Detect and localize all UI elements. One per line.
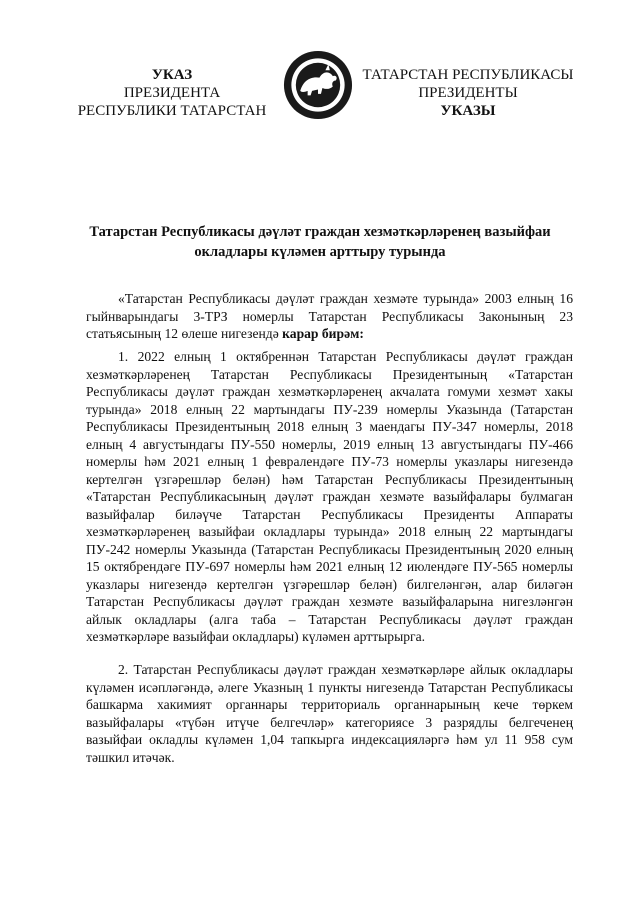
preamble-bold: карар бирәм: <box>282 326 364 341</box>
header-left <box>54 66 290 120</box>
header-left-line-3: РЕСПУБЛИКИ ТАТАРСТАН <box>77 103 267 119</box>
header-left-line-1: УКАЗ <box>151 67 193 83</box>
header-right-line-3: УКАЗЫ <box>440 103 496 119</box>
paragraph-2: 2. Татарстан Республикасы дәүләт граждан хезмәткәрләре айлык окладлары күләмен исәпләгәндә, әлеге Указның 1 пункты нигезендә Татарстан Республикасы башкарма хакимият органнары территориаль органнарының кече төркем вазыйфалары «түбән итүче белгечләр» категориясе 3 разрядлы белгеченең вазыйфаи окладлы күләмен 1,04 тапкырга индексацияләргә һәм ул 11 958 сум тәшкил итәчәк. <box>86 662 573 765</box>
header-right-line-1: ТАТАРСТАН РЕСПУБЛИКАСЫ <box>362 67 574 83</box>
preamble <box>86 290 573 343</box>
header-left-line-2: ПРЕЗИДЕНТА <box>123 85 221 101</box>
coat-of-arms-emblem <box>281 48 355 122</box>
paragraph-1: 1. 2022 елның 1 октябреннән Татарстан Республикасы дәүләт граждан хезмәткәрләренең Татарстан Республикасы Президентының «Татарстан Республикасы дәүләт граждан хезмәткәрләренең акчалата гомуми хезмәт хакы турында» 2018 елның 22 мартындагы ПУ-239 номерлы Указында (Татарстан Республикасы Президентының 2018 елның 3 маендагы ПУ-347 номерлы, 2018 елның 4 августындагы ПУ-550 номерлы, 2019 елның 13 августындагы ПУ-466 номерлы һәм 2021 елның 1 февралендәге ПУ-73 номерлы указлары нигезендә кертелгән үзгәрешләр белән) һәм Татарстан Республикасы Президентының «Татарстан Республикасының дәүләт граждан хезмәте вазыйфалары булмаган вазыйфалар биләүче Татарстан Республикасы Президенты Аппараты хезмәткәрләренең вазыйфаи окладлары турында» 2018 елның 22 мартындагы ПУ-242 номерлы Указында (Татарстан Республикасы Президентының 2020 елның 15 октябрендәге ПУ-697 номерлы һәм 2021 елның 12 июлендәге ПУ-565 номерлы указлары нигезендә кертелгән үзгәрешләр белән) билгеләнгән, алар биләгән Татарстан Республикасы дәүләт граждан хезмәте вазыйфаларына нигезләнгән айлык окладлары (алга таба – Татарстан Республикасы дәүләт граждан хезмәткәрләре вазыйфаи окладлары) күләмен арттырырга. <box>86 349 573 644</box>
preamble-text: «Татарстан Республикасы дәүләт граждан хезмәте турында» 2003 елның 16 гыйнварындагы 3-ТРЗ номерлы Татарстан Республикасы Законының 23 статьясының 12 өлеше нигезендә <box>86 291 573 341</box>
header-right <box>350 66 586 120</box>
decree-title: Татарстан Республикасы дәүләт граждан хезмәткәрләренең вазыйфаи окладлары күләмен арттыру турында <box>89 224 551 260</box>
header-right-line-2: ПРЕЗИДЕНТЫ <box>418 85 518 101</box>
